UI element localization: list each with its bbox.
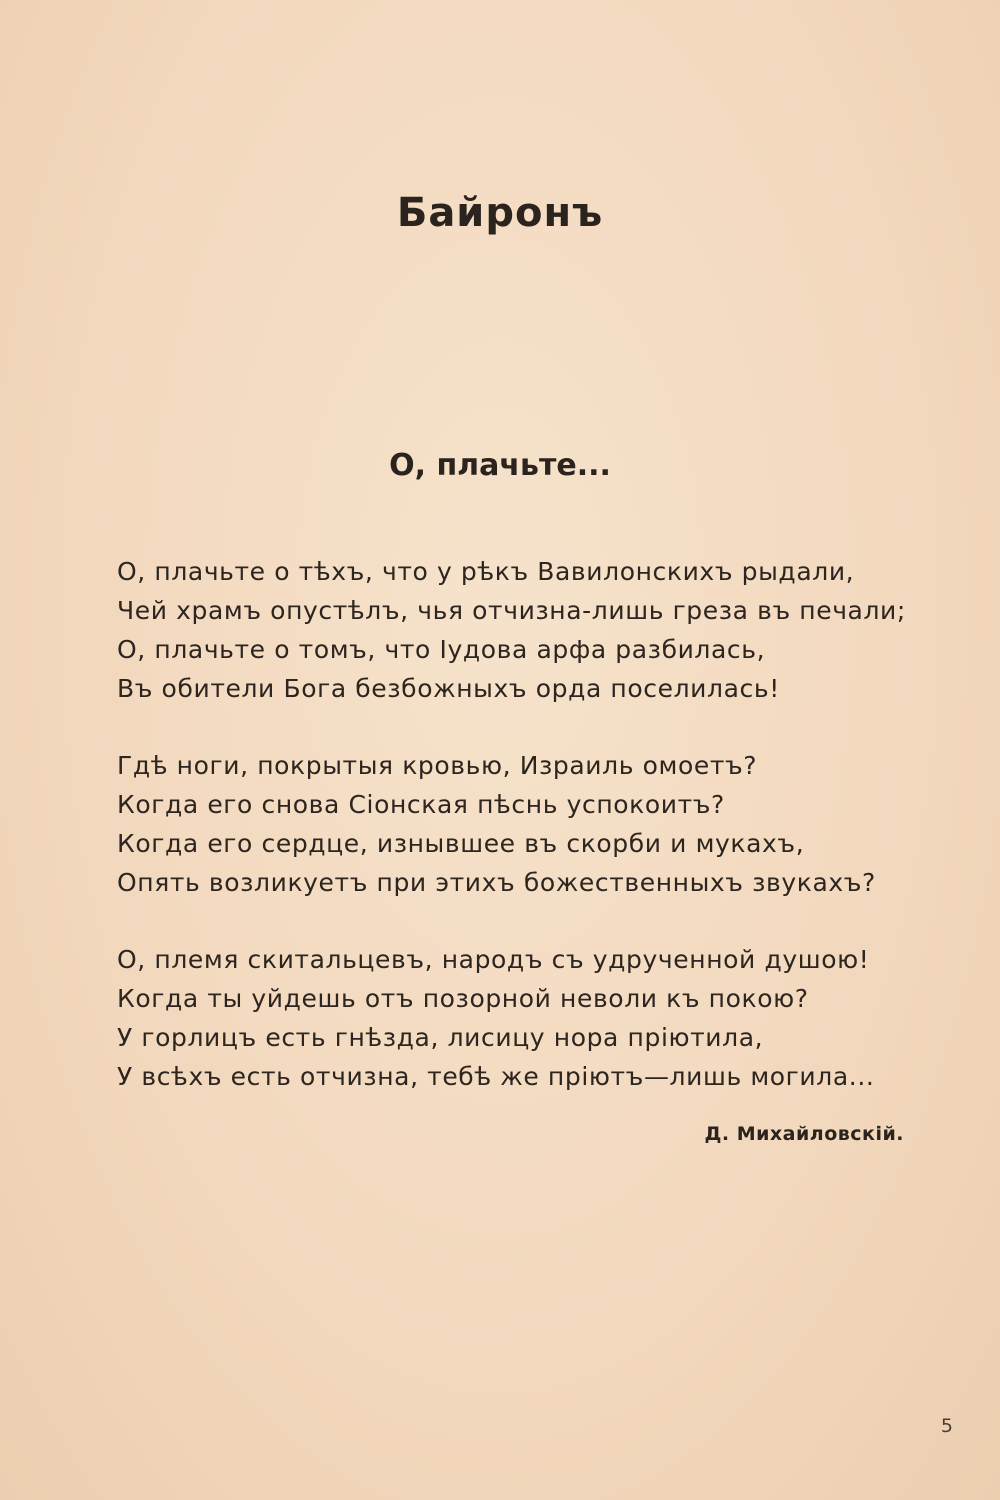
poem-line: Когда ты уйдешь отъ позорной неволи къ покою? [117, 984, 809, 1013]
poem-body [117, 552, 917, 1134]
poem-line: О, плачьте о тѣхъ, что у рѣкъ Вавилонскихъ рыдали, [117, 557, 855, 586]
poem-line: Чей храмъ опустѣлъ, чья отчизна-лишь греза въ печали; [117, 596, 906, 625]
poem-line: У всѣхъ есть отчизна, тебѣ же пріютъ—лишь могила... [117, 1062, 875, 1091]
poem-line: Гдѣ ноги, покрытыя кровью, Израиль омоетъ? [117, 751, 758, 780]
poem-line: О, племя скитальцевъ, народъ съ удрученной душою! [117, 945, 870, 974]
author-heading: Байронъ [396, 190, 604, 236]
stanza-1 [117, 552, 917, 708]
translator-signature: Д. Михайловскій. [704, 1123, 904, 1145]
page-number: 5 [940, 1415, 953, 1437]
poem-line: Когда его сердце, изнывшее въ скорби и мукахъ, [117, 829, 805, 858]
poem-line: У горлицъ есть гнѣзда, лисицу нора пріютила, [117, 1023, 764, 1052]
poem-title: О, плачьте... [389, 448, 611, 483]
poem-line: Когда его снова Сіонская пѣснь успокоитъ? [117, 790, 725, 819]
stanza-2 [117, 746, 917, 902]
poem-line: Опять возликуетъ при этихъ божественныхъ звукахъ? [117, 868, 876, 897]
poem-line: Въ обители Бога безбожныхъ орда поселилась! [117, 674, 780, 703]
poem-line: О, плачьте о томъ, что Іудова арфа разбилась, [117, 635, 766, 664]
stanza-3 [117, 940, 917, 1096]
